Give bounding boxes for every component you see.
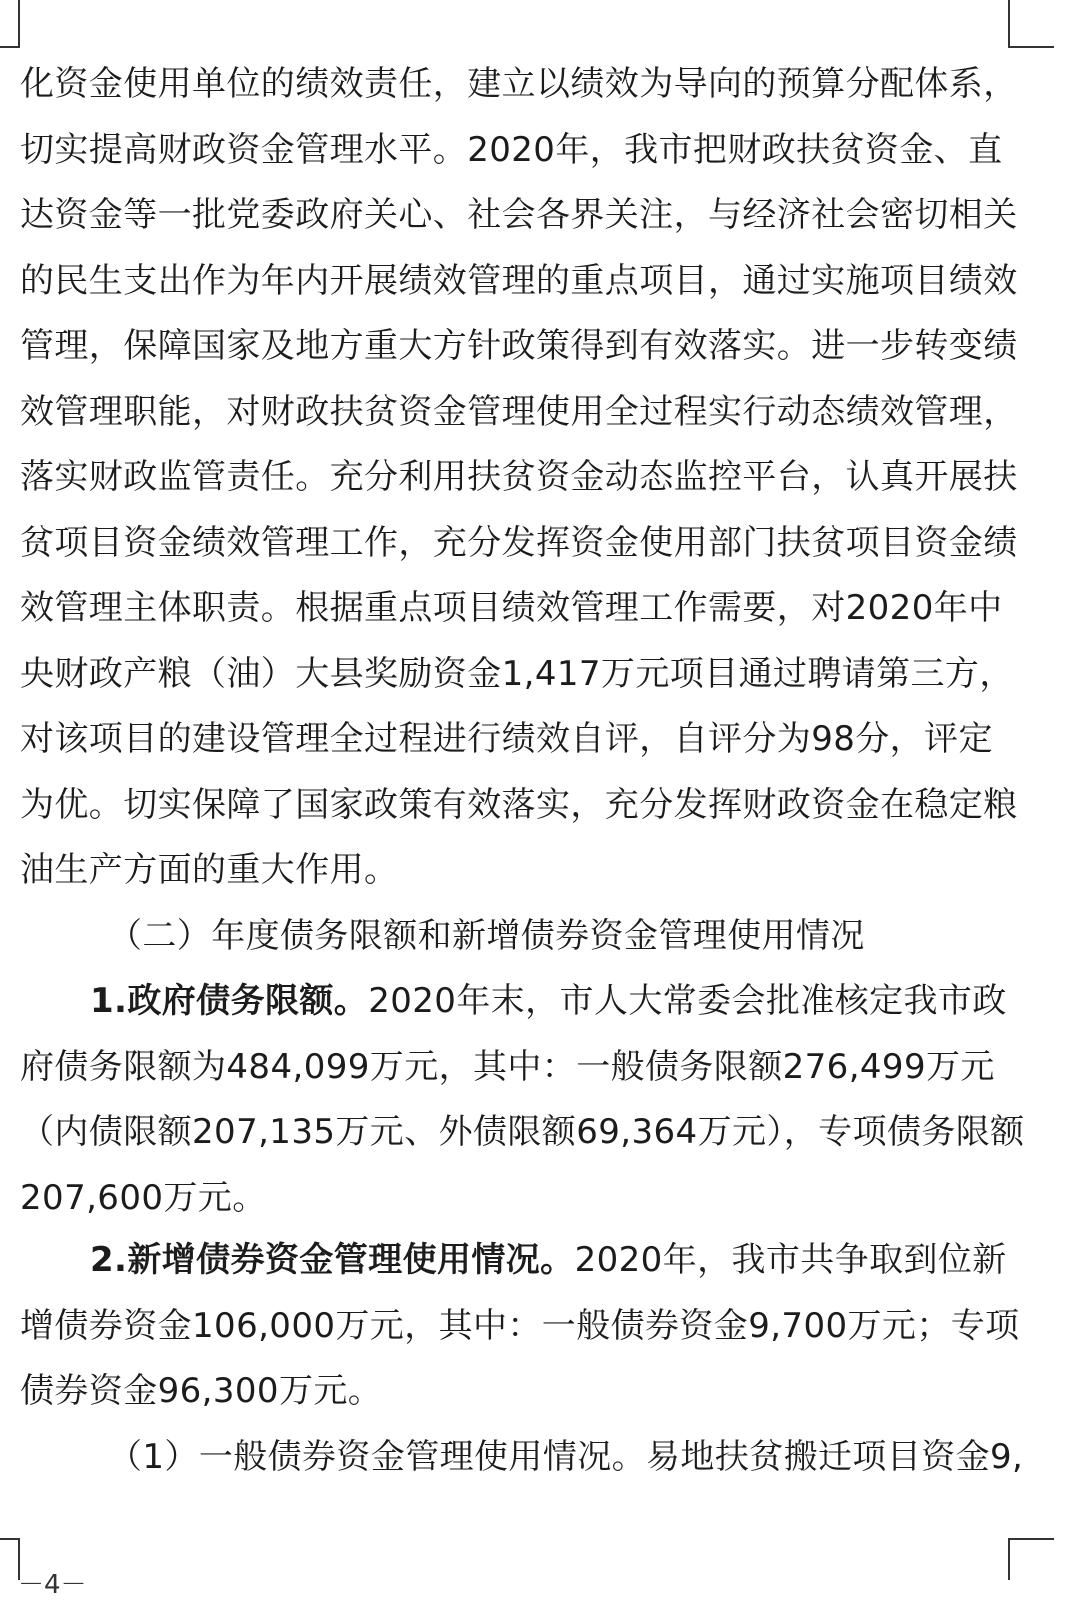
crop-mark-bottom-right	[1008, 1538, 1054, 1580]
body-text-line: 府债务限额为484,099万元，其中：一般债务限额276,499万元	[20, 1047, 995, 1087]
item-2-first-line	[90, 1238, 1080, 1282]
page-number: －4－	[18, 1570, 87, 1600]
item-1-text: 2020年末，市人大常委会批准核定我市政	[368, 981, 1007, 1021]
body-text-line: 央财政产粮（油）大县奖励资金1,417万元项目通过聘请第三方，	[20, 654, 1014, 694]
crop-mark-top-right	[1008, 0, 1054, 48]
item-2-text: 2020年，我市共争取到位新	[574, 1240, 1007, 1280]
item-1-title: 1.政府债务限额。	[90, 981, 369, 1021]
item-2-title: 2.新增债券资金管理使用情况。	[90, 1240, 575, 1280]
body-text-line: 对该项目的建设管理全过程进行绩效自评，自评分为98分，评定	[20, 719, 993, 759]
body-text-line: 管理，保障国家及地方重大方针政策得到有效落实。进一步转变绩	[20, 326, 1018, 366]
body-text-line: 切实提高财政资金管理水平。2020年，我市把财政扶贫资金、直	[20, 130, 1003, 170]
body-text-line: 效管理主体职责。根据重点项目绩效管理工作需要，对2020年中	[20, 588, 1003, 628]
section-heading: （二）年度债务限额和新增债券资金管理使用情况	[108, 916, 865, 956]
body-text-line: 207,600万元。	[20, 1178, 267, 1218]
body-text-line: 增债券资金106,000万元，其中：一般债券资金9,700万元；专项	[20, 1306, 1020, 1346]
body-text-line: 债券资金96,300万元。	[20, 1371, 383, 1411]
crop-mark-top-left	[0, 0, 20, 48]
body-text-line: 达资金等一批党委政府关心、社会各界关注，与经济社会密切相关	[20, 195, 1018, 235]
body-text-line: 的民生支出作为年内开展绩效管理的重点项目，通过实施项目绩效	[20, 261, 1018, 301]
body-text-line: 化资金使用单位的绩效责任，建立以绩效为导向的预算分配体系，	[20, 64, 1018, 104]
body-text-line: 落实财政监管责任。充分利用扶贫资金动态监控平台，认真开展扶	[20, 457, 1018, 497]
crop-mark-bottom-left	[0, 1538, 20, 1580]
body-text-line: 为优。切实保障了国家政策有效落实，充分发挥财政资金在稳定粮	[20, 785, 1018, 825]
sub-item-line: （1）一般债券资金管理使用情况。易地扶贫搬迁项目资金9,	[108, 1437, 1024, 1477]
body-text-line: （内债限额207,135万元、外债限额69,364万元），专项债务限额	[20, 1112, 1025, 1152]
body-text-line: 油生产方面的重大作用。	[20, 850, 399, 890]
body-text-line: 效管理职能，对财政扶贫资金管理使用全过程实行动态绩效管理，	[20, 392, 1018, 432]
item-1-first-line	[90, 979, 1080, 1023]
body-text-line: 贫项目资金绩效管理工作，充分发挥资金使用部门扶贫项目资金绩	[20, 523, 1018, 563]
